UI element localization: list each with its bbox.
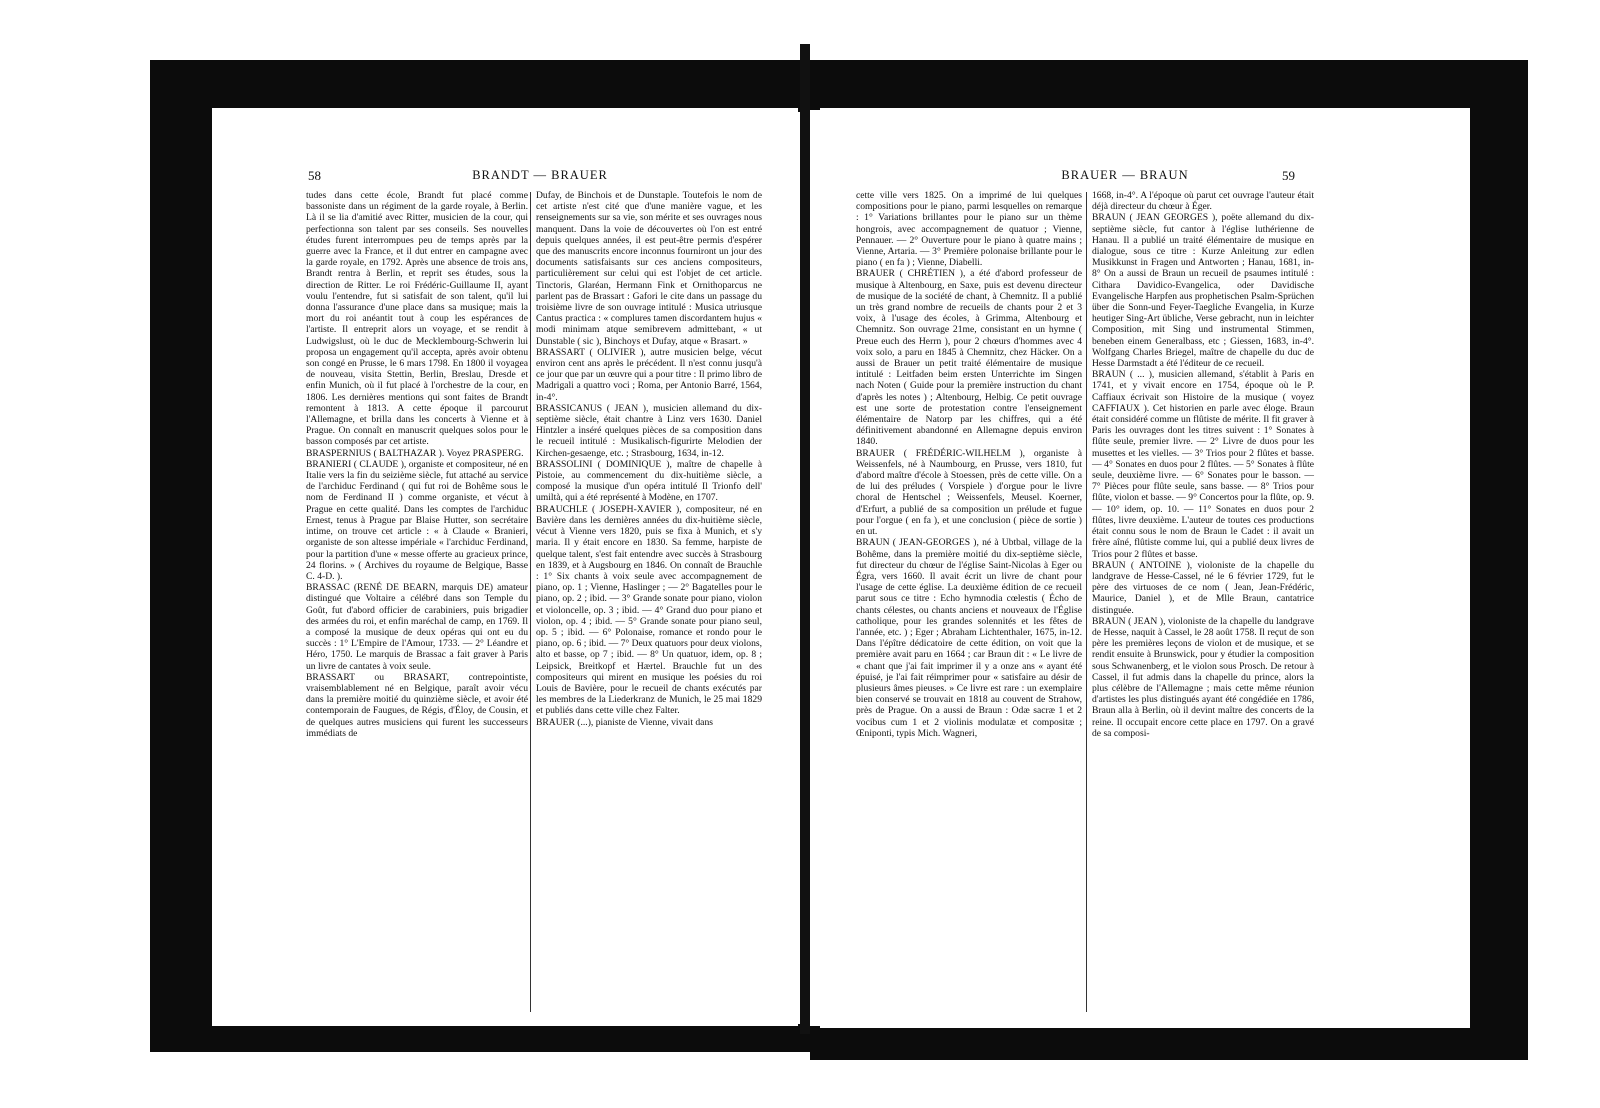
article-brassac: BRASSAC (RENÉ DE BEARN, marquis DE) amateur distingué que Voltaire a célébré dans son Temple du Goût, fut d'abord officier de carabiniers, puis brigadier des armées du roi, et enfin maréchal de camp, en 1769. Il a composé la musique de deux opéras qui ont eu du succès : 1° L'Empire de l'Amour, 1733. — 2° Léandre et Héro, 1750. Le marquis de Brassac a fait graver à Paris un livre de cantates à voix seule.	[306, 582, 528, 672]
scan-border-top-right	[810, 60, 1478, 110]
right-page-number: 59	[1282, 168, 1295, 183]
article-braun-flutiste: BRAUN ( ... ), musicien allemand, s'établit à Paris en 1741, et y vivait encore en 1754, époque où le P. Caffiaux écrivait son Histoire de la musique ( voyez CAFFIAUX ). Cet historien en parle avec éloge. Braun était considéré comme un flûtiste de mérite. Il fit graver à Paris les ouvrages dont les titres suivent : 1° Sonates à flûte seule, premier livre. — 2° Livre de duos pour les musettes et les vielles. — 3° Trios pour 2 flûtes et basse. — 4° Sonates en duos pour 2 flûtes. — 5° Sonates à flûte seule, deuxième livre. — 6° Sonates pour le basson. — 7° Pièces pour flûte seule, sans basse. — 8° Trios pour flûte, violon et basse. — 9° Concertos pour la flûte, op. 9. — 10° idem, op. 10. — 11° Sonates en duos pour 2 flûtes, livre deuxième. L'auteur de toutes ces productions était connu sous le nom de Braun le Cadet : il avait un frère aîné, flûtiste comme lui, qui a publié deux livres de Trios pour 2 flûtes et basse.	[1092, 369, 1314, 560]
right-column-1	[856, 190, 1082, 739]
article-brassart-olivier: BRASSART ( OLIVIER ), autre musicien belge, vécut environ cent ans après le précédent. Il n'est connu jusqu'à ce jour que par un œuvre qui a pour titre : Il primo libro de Madrigali a quattro voci ; Roma, per Antonio Barré, 1564, in-4°.	[536, 346, 762, 403]
scan-border-top-left	[150, 60, 810, 112]
left-page	[212, 108, 798, 1026]
book-gutter	[800, 44, 810, 1034]
article-brauer-chretien: BRAUER ( CHRÉTIEN ), a été d'abord professeur de musique à Altenbourg, en Saxe, puis est devenu directeur de musique de la société de chant, à Chemnitz. Il a publié un très grand nombre de recueils de chants pour 2 et 3 voix, à l'usage des écoles, à Grimma, Altenbourg et Chemnitz. Son ouvrage 21me, consistant en un hymne ( Preue euch des Herrn ), pour 2 chœurs d'hommes avec 4 voix solo, a paru en 1845 à Chemnitz, chez Häcker. On a aussi de Brauer un petit traité élémentaire de musique intitulé : Leitfaden beim ersten Unterrichte im Singen nach Noten ( Guide pour la première instruction du chant d'après les notes ) ; Altenbourg, Helbig. Ce petit ouvrage est une sorte de protestation contre l'enseignement élémentaire de Natorp par les chiffres, qui a été définitivement abandonné en Allemagne depuis environ 1840.	[856, 268, 1082, 448]
article-braun-jean-georges-continued: 1668, in-4°. A l'époque où parut cet ouvrage l'auteur était déjà directeur du chœur à Éger.	[1092, 190, 1314, 213]
article-brauer: BRAUER (...), pianiste de Vienne, vivait dans	[536, 716, 713, 728]
right-page	[820, 108, 1470, 1028]
article-branieri: BRANIERI ( CLAUDE ), organiste et compositeur, né en Italie vers la fin du seizième siècle, fut attaché au service de l'archiduc Ferdinand ( qui fut roi de Bohême sous le nom de Ferdinand II ) comme organiste, et vécut à Prague en cette qualité. Dans les comptes de l'archiduc Ernest, tenus à Prague par Blaise Hutter, son secrétaire intime, on trouve cet article : « à Claude « Branieri, organiste de son altesse impériale « l'archiduc Ferdinand, pour la partition d'une « messe offerte au gracieux prince, 24 florins. » ( Archives du royaume de Belgique, Basse C. 4-D. ).	[306, 458, 528, 582]
scan-border-bottom-left	[150, 1024, 810, 1052]
left-page-number: 58	[308, 168, 321, 183]
article-brauer-continued: cette ville vers 1825. On a imprimé de lui quelques compositions pour le piano, parmi lesquelles on remarque : 1° Variations brillantes pour le piano sur un thème hongrois, avec accompagnement de quatuor ; Vienne, Pennauer. — 2° Ouverture pour le piano à quatre mains ; Vienne, Artaria. — 3° Première polonaise brillante pour le piano ( en fa ) ; Vienne, Diabelli.	[856, 190, 1082, 269]
article-braun-jean-georges: BRAUN ( JEAN-GEORGES ), né à Ubtbal, village de la Bohême, dans la première moitié du dix-septième siècle, fut directeur du chœur de l'église Saint-Nicolas à Eger ou Égra, vers 1660. Il avait écrit un livre de chant pour l'usage de cette église. La deuxième édition de ce recueil parut sous ce titre : Echo hymnodia cœlestis ( Écho de chants célestes, ou chants anciens et nouveaux de l'Église catholique, pour les grandes solennités et les fêtes de l'année, etc. ) ; Eger ; Abraham Lichtenthaler, 1675, in-12. Dans l'épître dédicatoire de cette édition, on voit que la première avait paru en 1664 ; car Braun dit : « Le livre de « chant que j'ai fait imprimer il y a onze ans « ayant été épuisé, je l'ai fait réimprimer pour « satisfaire au désir de plusieurs âmes pieuses. » Ce livre est rare : un exemplaire bien conservé se trouvait en 1818 au couvent de Strahow, près de Prague. On a aussi de Braun : Odæ sacræ 1 et 2 vocibus cum 1 et 2 violinis modulatæ et compositæ ; Œniponti, typis Mich. Wagneri,	[856, 537, 1082, 739]
scan-border-left	[150, 60, 212, 1050]
article-braun-poete: BRAUN ( JEAN GEORGES ), poëte allemand du dix-septième siècle, fut cantor à l'église luthérienne de Hanau. Il a publié un traité élémentaire de musique en dialogue, sous ce titre : Kurze Anleitung zur edlen Musikkunst in Fragen und Antworten ; Hanau, 1681, in-8° On a aussi de Braun un recueil de psaumes intitulé : Cithara Davidico-Evangelica, oder Davidische Evangelische Harpfen aus prophetischen Psalm-Sprüchen über die Sonn-und Feyer-Taegliche Evangelia, in Kurze heutiger Sing-Art übliche, Verse gebracht, nun in leichter Composition, mit Sing und instrumental Stimmen, beneben einem Generalbass, etc ; Giessen, 1683, in-4°. Wolfgang Charles Briegel, maître de chapelle du duc de Hesse Darmstadt a été l'éditeur de ce recueil.	[1092, 212, 1314, 370]
article-brauchle: BRAUCHLE ( JOSEPH-XAVIER ), compositeur, né en Bavière dans les dernières années du dix-huitième siècle, vécut à Vienne vers 1820, puis se fixa à Munich, et s'y maria. Il y était encore en 1830. Sa femme, harpiste de quelque talent, s'est fait entendre avec succès à Strasbourg en 1839, et à Augsbourg en 1846. On connaît de Brauchle : 1° Six chants à voix seule avec accompagnement de piano, op. 1 ; Vienne, Haslinger ; — 2° Bagatelles pour le piano, op. 2 ; ibid. — 3° Grande sonate pour piano, violon et violoncelle, op. 3 ; ibid. — 4° Grand duo pour piano et violon, op. 4 ; ibid. — 5° Grande sonate pour piano seul, op. 5 ; ibid. — 6° Polonaise, romance et rondo pour le piano, op. 6 ; ibid. — 7° Deux quatuors pour deux violons, alto et basse, op 7 ; ibid. — 8° Un quatuor, idem, op. 8 ; Leipsick, Breitkopf et Hærtel. Brauchle fut un des compositeurs qui mirent en musique les poésies du roi Louis de Bavière, pour le recueil de chants exécutés par les membres de la Liederkranz de Munich, le 25 mai 1829 et publiés dans cette ville chez Falter.	[536, 503, 762, 717]
scan-border-bottom-right	[810, 1026, 1528, 1060]
left-running-title: BRANDT — BRAUER	[472, 168, 608, 182]
article-braun-antoine: BRAUN ( ANTOINE ), violoniste de la chapelle du landgrave de Hesse-Cassel, né le 6 février 1729, fut le père des virtuoses de ce nom ( Jean, Jean-Frédéric, Maurice, Daniel ), et de Mlle Braun, cantatrice distinguée.	[1092, 559, 1314, 616]
left-column-2	[536, 190, 762, 728]
article-braspernius: BRASPERNIUS ( BALTHAZAR ). Voyez PRASPERG.	[306, 447, 524, 459]
article-brassolini: BRASSOLINI ( DOMINIQUE ), maître de chapelle à Pistoie, au commencement du dix-huitième siècle, a composé la musique d'un opéra intitulé Il Trionfo dell' umiltà, qui a été représenté à Modène, en 1707.	[536, 458, 762, 504]
article-brassicanus: BRASSICANUS ( JEAN ), musicien allemand du dix-septième siècle, était chantre à Linz vers 1630. Daniel Hintzler a inséré quelques pièces de sa composition dans le recueil intitulé : Musikalisch-figurirte Melodien der Kirchen-gesaenge, etc. ; Strasbourg, 1634, in-12.	[536, 402, 762, 459]
right-column-rule	[1086, 192, 1087, 1012]
left-column-1	[306, 190, 528, 739]
article-brandt-continued: tudes dans cette école, Brandt fut placé comme bassoniste dans un régiment de la garde royale, à Berlin. Là il se lia d'amitié avec Ritter, musicien de la cour, qui perfectionna son talent par ses conseils. Ses nouvelles études furent interrompues peu de temps après par la guerre avec la France, et il dut entrer en campagne avec la garde royale, en 1792. Après une absence de trois ans, Brandt rentra à Berlin, et reprit ses études, sous la direction de Ritter. Le roi Frédéric-Guillaume II, ayant voulu l'entendre, fut si satisfait de son talent, qu'il lui donna l'assurance d'une place dans sa musique; mais la mort du roi anéantit tout à coup les espérances de l'artiste. Il entreprit alors un voyage, et se rendit à Ludwigslust, où le duc de Mecklembourg-Schwerin lui proposa un engagement qu'il accepta, après avoir obtenu son congé en Prusse, le 6 mars 1798. En 1800 il voyagea de nouveau, visita Stettin, Berlin, Breslau, Dresde et enfin Munich, où il fut placé à l'orchestre de la cour, en 1806. Les dernières mentions qui sont faites de Brandt remontent à 1813. A cette époque il parcourut l'Allemagne, et brilla dans les concerts à Vienne et à Prague. On connaît en manuscrit quelques solos pour le basson composés par cet artiste.	[306, 190, 528, 448]
right-running-head	[820, 168, 1470, 186]
article-braun-jean: BRAUN ( JEAN ), violoniste de la chapelle du landgrave de Hesse, naquit à Cassel, le 28 août 1758. Il reçut de son père les premières leçons de violon et de musique, et se rendit ensuite à Brunswick, pour y étudier la composition sous Schwanenberg, et le violon sous Prosch. De retour à Cassel, il fut admis dans la chapelle du prince, alors la plus célèbre de l'Allemagne ; mais cette même réunion d'artistes les plus distingués ayant été congédiée en 1786, Braun alla à Berlin, où il devint maître des concerts de la reine. Il occupait encore cette place en 1797. On a gravé de sa composi-	[1092, 615, 1314, 739]
article-brassart: BRASSART ou BRASART, contrepointiste, vraisemblablement né en Belgique, paraît avoir vécu dans la première moitié du quinzième siècle, et avoir été contemporain de Faugues, de Régis, d'Éloy, de Cousin, et de quelques autres musiciens qui furent les successeurs immédiats de	[306, 671, 528, 739]
right-running-title: BRAUER — BRAUN	[1061, 168, 1189, 182]
article-brauer-frederic-wilhelm: BRAUER ( FRÉDÉRIC-WILHELM ), organiste à Weissenfels, né à Naumbourg, en Prusse, vers 1810, fut d'abord maître d'école à Stoessen, près de cette ville. On a de lui des préludes ( Vorspiele ) d'orgue pour le livre choral de Hentschel ; Weissenfels, Meusel. Koerner, d'Erfurt, a publié de sa composition un prélude et fugue pour l'orgue ( en fa ), et une conclusion ( pièce de sortie ) en ut.	[856, 447, 1082, 538]
right-column-2	[1092, 190, 1314, 739]
left-running-head	[212, 168, 798, 186]
article-brassart-continued: Dufay, de Binchois et de Dunstaple. Toutefois le nom de cet artiste n'est cité que d'une manière vague, et les renseignements sur sa vie, son mérite et ses ouvrages nous manquent. Dans la voie de découvertes où l'on est entré depuis quelques années, il est peut-être permis d'espérer que des manuscrits encore inconnus fourniront un jour des documents satisfaisants sur ces anciens compositeurs, particulièrement sur celui qui est l'objet de cet article. Tinctoris, Glaréan, Hermann Fink et Ornithoparcus ne parlent pas de Brassart : Gafori le cite dans un passage du troisième livre de son ouvrage intitulé : Musica utriusque Cantus practica : « complures tamen discordantem hujus « modi minimam atque semibrevem admittebant, « ut Dunstable ( sic ), Binchoys et Dufay, atque « Brasart. »	[536, 190, 762, 347]
left-column-rule	[530, 192, 531, 1012]
scan-border-right	[1468, 60, 1528, 1060]
